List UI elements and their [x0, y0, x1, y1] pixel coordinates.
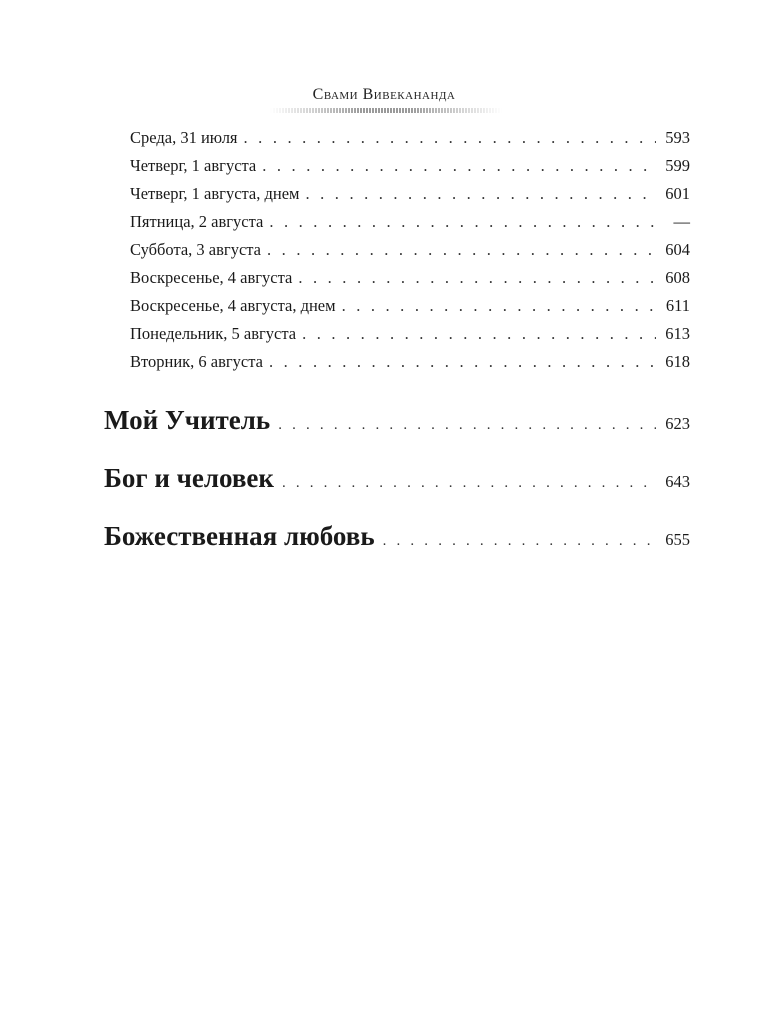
toc-main-title: Бог и человек: [104, 463, 274, 493]
toc-page-number: 601: [665, 184, 690, 203]
toc-page-number: 608: [665, 268, 690, 287]
dot-leader: [269, 348, 656, 376]
toc-entry-title: Пятница, 2 августа: [130, 212, 264, 231]
running-head: Свами Вивекананда: [312, 86, 456, 103]
toc-entry-title: Суббота, 3 августа: [130, 240, 262, 259]
dot-leader: [302, 320, 656, 348]
toc-main-title: Божественная любовь: [104, 521, 375, 551]
dot-leader: [267, 236, 656, 264]
toc-subentry[interactable]: [130, 264, 690, 292]
dot-leader: [298, 264, 656, 292]
toc-main-title: Мой Учитель: [104, 405, 271, 435]
dot-leader: [278, 403, 656, 447]
toc-main-entry[interactable]: [104, 456, 690, 514]
toc-subentry[interactable]: [130, 180, 690, 208]
toc-subentry[interactable]: [130, 320, 690, 348]
toc-entry-title: Вторник, 6 августа: [130, 352, 263, 371]
toc-page-number: 599: [665, 156, 690, 175]
toc-entry-title: Понедельник, 5 августа: [130, 324, 297, 343]
toc-entry-title: Воскресенье, 4 августа, днем: [130, 296, 336, 315]
toc-main-entry[interactable]: [104, 398, 690, 456]
toc-subentry[interactable]: [130, 124, 690, 152]
dot-leader: [306, 180, 657, 208]
toc-page-number: 623: [665, 414, 690, 433]
toc-entry-title: Среда, 31 июля: [130, 128, 238, 147]
toc-entry-title: Четверг, 1 августа, днем: [130, 184, 300, 203]
dot-leader: [262, 152, 656, 180]
dot-leader: [244, 124, 656, 152]
toc-page-number: 611: [665, 296, 690, 315]
toc-subentries: [130, 124, 690, 376]
dot-leader: [269, 208, 656, 236]
dot-leader: [383, 519, 656, 563]
toc-main-entry[interactable]: [104, 514, 690, 572]
toc-page-number: 593: [665, 128, 690, 147]
toc-entry-title: Воскресенье, 4 августа: [130, 268, 293, 287]
toc-subentry[interactable]: [130, 292, 690, 320]
toc-page-number: 613: [665, 324, 690, 343]
toc-page-number: 618: [665, 352, 690, 371]
toc-subentry[interactable]: [130, 236, 690, 264]
toc-entry-title: Четверг, 1 августа: [130, 156, 257, 175]
toc-subentry[interactable]: [130, 208, 690, 236]
toc-page-number: 604: [665, 240, 690, 259]
toc-page-number: 643: [665, 472, 690, 491]
toc-page-number: —: [673, 212, 690, 231]
toc-page-number: 655: [665, 530, 690, 549]
dot-leader: [282, 461, 656, 505]
toc-main-entries: [104, 398, 690, 572]
toc-subentry[interactable]: [130, 152, 690, 180]
header-ornament-rule: [270, 108, 502, 113]
toc-subentry[interactable]: [130, 348, 690, 376]
dot-leader: [342, 292, 656, 320]
